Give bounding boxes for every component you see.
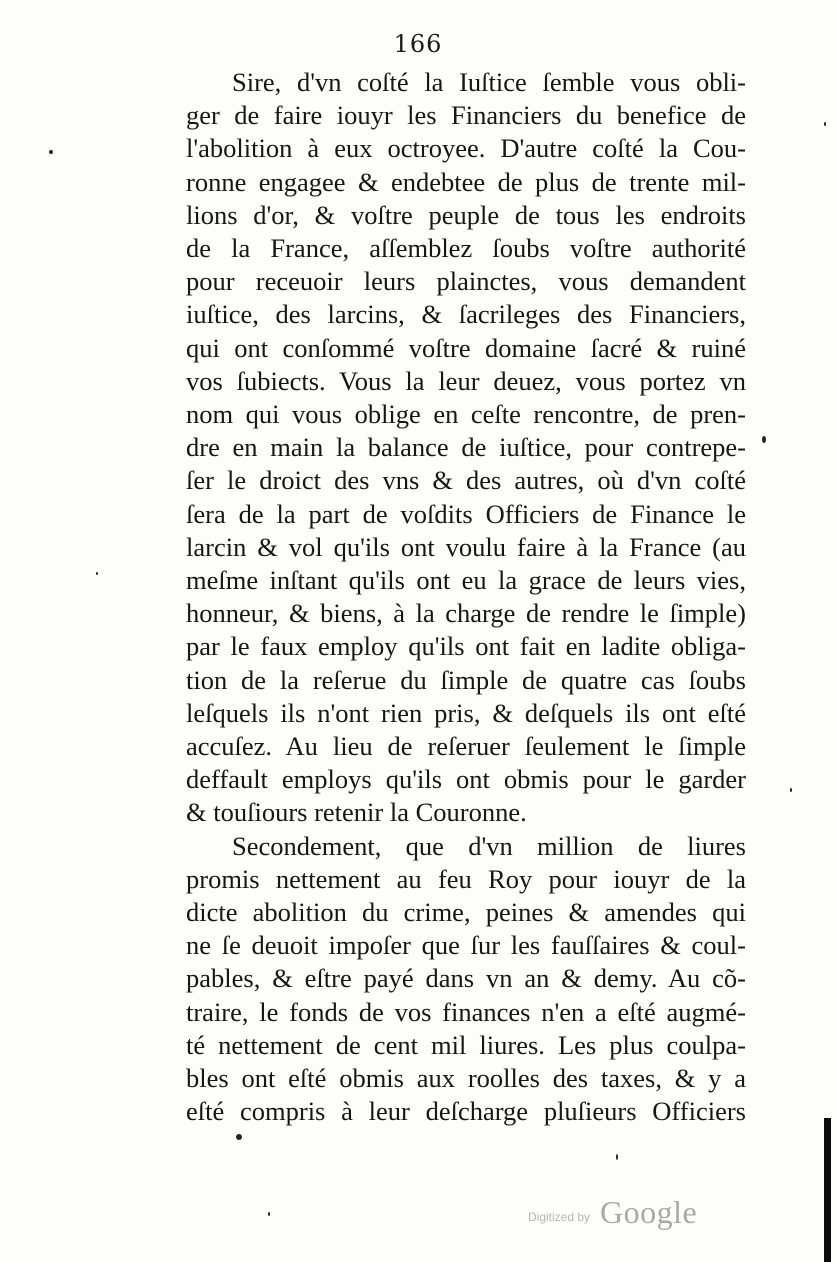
ink-speck (762, 436, 766, 443)
scan-edge-bar (824, 1118, 831, 1262)
text-line: pables, & eſtre payé dans vn an & demy. Au cõ- (186, 963, 746, 994)
text-line: par le faux employ qu'ils ont fait en ladite obliga- (186, 631, 746, 662)
text-line: Secondement, que d'vn million de liures (232, 830, 746, 861)
text-line: ſera de la part de voſdits Officiers de Finance le (186, 498, 746, 529)
ink-speck (49, 150, 53, 154)
text-line: ronne engagee & endebtee de plus de trente mil- (186, 166, 746, 197)
text-line: honneur, & biens, à la charge de rendre le ſimple) (186, 598, 746, 629)
text-line: deffault employs qu'ils ont obmis pour le garder (186, 764, 746, 795)
text-line: eſté compris à leur deſcharge pluſieurs Officiers (186, 1096, 746, 1127)
page-number: 166 (393, 30, 443, 58)
watermark-prefix: Digitized by (528, 1210, 591, 1224)
ink-speck (268, 1212, 270, 1216)
text-line: & touſiours retenir la Couronne. (186, 797, 527, 828)
text-line: de la France, aſſemblez ſoubs voſtre authorité (186, 233, 746, 264)
ink-speck (824, 122, 826, 126)
text-line: traire, le fonds de vos finances n'en a eſté augmé- (186, 996, 746, 1027)
text-line: té nettement de cent mil liures. Les plus coulpa- (186, 1029, 746, 1060)
text-line: Sire, d'vn coſté la Iuſtice ſemble vous obli- (232, 67, 746, 97)
text-line: pour receuoir leurs plainctes, vous demandent (186, 266, 746, 297)
digitization-watermark (528, 1194, 708, 1234)
text-line: lions d'or, & voſtre peuple de tous les endroits (186, 199, 746, 230)
text-line: tion de la reſerue du ſimple de quatre cas ſoubs (186, 664, 746, 695)
ink-speck (616, 1154, 618, 1160)
text-line: qui ont conſommé voſtre domaine ſacré & ruiné (186, 332, 746, 363)
text-line: larcin & vol qu'ils ont voulu faire à la France (au (186, 531, 746, 562)
top-margin-smudge (78, 4, 168, 10)
body-text (186, 66, 746, 1129)
text-line: leſquels ils n'ont rien pris, & deſquels ils ont eſté (186, 697, 746, 728)
ink-speck (236, 1134, 242, 1140)
text-line: nom qui vous oblige en ceſte rencontre, de pren- (186, 399, 746, 430)
text-line: iuſtice, des larcins, & ſacrileges des Financiers, (186, 299, 746, 330)
text-line: accuſez. Au lieu de reſeruer ſeulement le ſimple (186, 731, 746, 762)
text-line: bles ont eſté obmis aux roolles des taxes, & y a (186, 1063, 746, 1094)
text-line: l'abolition à eux octroyee. D'autre coſté la Cou- (186, 133, 746, 164)
paragraph-2 (186, 830, 746, 1129)
text-line: vos ſubiects. Vous la leur deuez, vous portez vn (186, 365, 746, 396)
google-logo: Google (600, 1194, 698, 1230)
paragraph-1 (186, 66, 746, 830)
ink-speck (790, 788, 792, 792)
text-line: meſme inſtant qu'ils ont eu la grace de leurs vies, (186, 565, 746, 596)
text-line: ne ſe deuoit impoſer que ſur les fauſſaires & coul- (186, 930, 746, 961)
ink-speck (96, 572, 98, 575)
text-line: ger de faire iouyr les Financiers du benefice de (186, 100, 746, 131)
text-line: promis nettement au feu Roy pour iouyr de la (186, 863, 746, 894)
text-line: dre en main la balance de iuſtice, pour contrepe- (186, 432, 746, 463)
text-line: dicte abolition du crime, peines & amendes qui (186, 897, 746, 928)
text-line: ſer le droict des vns & des autres, où d'vn coſté (186, 465, 746, 496)
